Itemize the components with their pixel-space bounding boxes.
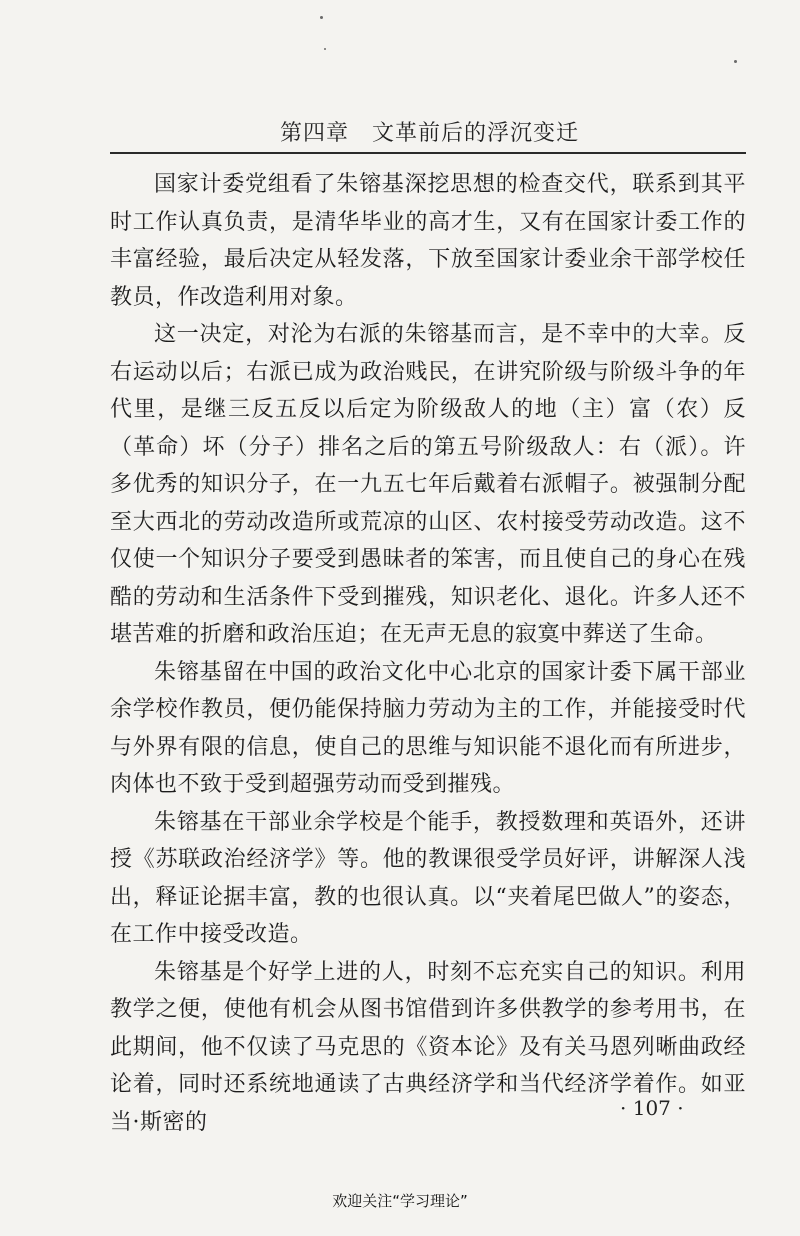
- page-number: · 107 ·: [620, 1096, 684, 1120]
- scan-speck: [324, 48, 326, 50]
- paragraph: 朱镕基是个好学上进的人，时刻不忘充实自己的知识。利用教学之便，使他有机会从图书馆借到许多供教学的参考用书，在此期间，他不仅读了马克思的《资本论》及有关马恩列晰曲政经论着，同时还系统地通读了古典经济学和当代经济学着作。如亚当·斯密的: [110, 959, 746, 1135]
- paragraph: 这一决定，对沦为右派的朱镕基而言，是不幸中的大幸。反右运动以后；右派已成为政治贱民，在讲究阶级与阶级斗争的年代里，是继三反五反以后定为阶级敌人的地（主）富（农）反（革命）坏（分子）排名之后的第五号阶级敌人：右（派）。许多优秀的知识分子，在一九五七年后戴着右派帽子。被强制分配至大西北的劳动改造所或荒凉的山区、农村接受劳动改造。这不仅使一个知识分子要受到愚昧者的笨害，而且使自己的身心在残酷的劳动和生活条件下受到摧残，知识老化、退化。许多人还不堪苦难的折磨和政治压迫；在无声无息的寂寞中葬送了生命。: [110, 322, 746, 647]
- paragraph: 国家计委党组看了朱镕基深挖思想的检查交代，联系到其平时工作认真负责，是清华毕业的高才生，又有在国家计委工作的丰富经验，最后决定从轻发落，下放至国家计委业余干部学校任教员，作改造利用对象。: [110, 172, 746, 310]
- scan-speck: [734, 60, 737, 63]
- chapter-title: 第四章 文革前后的浮沉变迁: [280, 121, 580, 146]
- header-rule: [110, 152, 746, 154]
- running-header: [110, 110, 746, 154]
- paragraph: 朱镕基留在中国的政治文化中心北京的国家计委下属干部业余学校作教员，便仍能保持脑力劳动为主的工作，并能接受时代与外界有限的信息，使自己的思维与知识能不退化而有所进步，肉体也不致于受到超强劳动而受到摧残。: [110, 659, 746, 797]
- scan-speck: [320, 16, 323, 19]
- body-text: [110, 166, 746, 1141]
- footer-note: 欢迎关注“学习理论”: [332, 1192, 468, 1210]
- paragraph: 朱镕基在干部业余学校是个能手，教授数理和英语外，还讲授《苏联政治经济学》等。他的教课很受学员好评，讲解深人浅出，释证论据丰富，教的也很认真。以“夹着尾巴做人”的姿态，在工作中接受改造。: [110, 809, 746, 947]
